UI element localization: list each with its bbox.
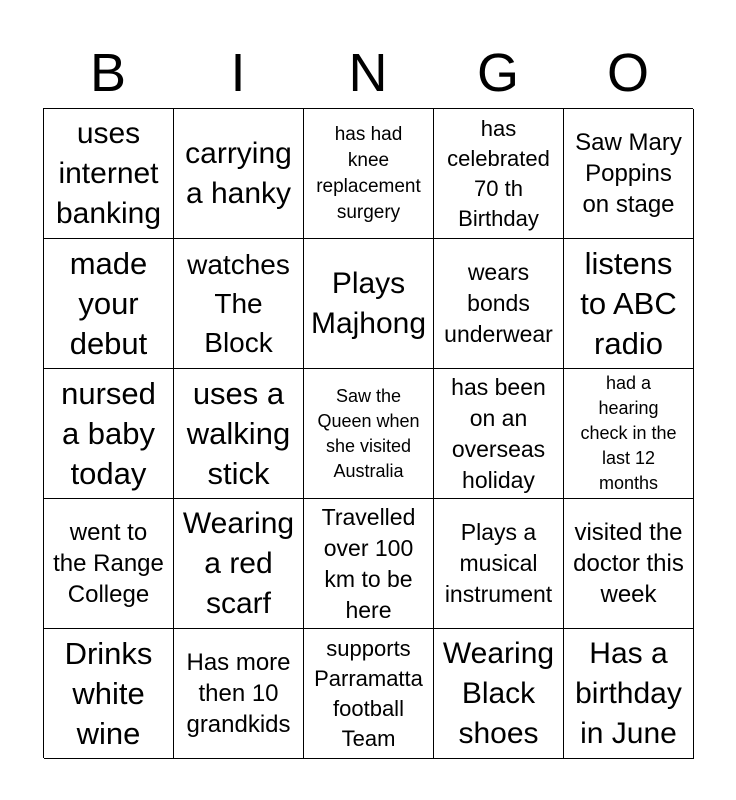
bingo-cell[interactable]: nursed a baby today	[44, 369, 174, 499]
bingo-cell[interactable]: has had knee replacement surgery	[304, 109, 434, 239]
header-letter-o: O	[606, 43, 649, 103]
bingo-header	[43, 40, 693, 106]
bingo-cell[interactable]: carrying a hanky	[174, 109, 304, 239]
bingo-cell[interactable]: listens to ABC radio	[564, 239, 694, 369]
header-letter-g: G	[476, 43, 519, 103]
bingo-cell[interactable]: uses a walking stick	[174, 369, 304, 499]
bingo-board	[43, 108, 693, 758]
bingo-cell[interactable]: Saw the Queen when she visited Australia	[304, 369, 434, 499]
bingo-cell[interactable]: supports Parramatta football Team	[304, 629, 434, 759]
bingo-cell[interactable]: made your debut	[44, 239, 174, 369]
bingo-cell[interactable]: uses internet banking	[44, 109, 174, 239]
bingo-cell[interactable]: Has a birthday in June	[564, 629, 694, 759]
bingo-cell[interactable]: Plays a musical instrument	[434, 499, 564, 629]
bingo-cell[interactable]: Wearing Black shoes	[434, 629, 564, 759]
header-letter-i: I	[230, 43, 246, 103]
bingo-cell[interactable]: has been on an overseas holiday	[434, 369, 564, 499]
bingo-cell[interactable]: Saw Mary Poppins on stage	[564, 109, 694, 239]
header-letter-n: N	[348, 43, 388, 103]
bingo-cell[interactable]: Wearing a red scarf	[174, 499, 304, 629]
bingo-cell[interactable]: Travelled over 100 km to be here	[304, 499, 434, 629]
bingo-cell[interactable]: had a hearing check in the last 12 months	[564, 369, 694, 499]
bingo-cell[interactable]: visited the doctor this week	[564, 499, 694, 629]
bingo-cell[interactable]: went to the Range College	[44, 499, 174, 629]
bingo-cell[interactable]: Plays Majhong	[304, 239, 434, 369]
header-letter-b: B	[89, 43, 127, 103]
bingo-cell[interactable]: wears bonds underwear	[434, 239, 564, 369]
bingo-cell[interactable]: Drinks white wine	[44, 629, 174, 759]
bingo-cell[interactable]: Has more then 10 grandkids	[174, 629, 304, 759]
bingo-cell[interactable]: watches The Block	[174, 239, 304, 369]
bingo-cell[interactable]: has celebrated 70 th Birthday	[434, 109, 564, 239]
